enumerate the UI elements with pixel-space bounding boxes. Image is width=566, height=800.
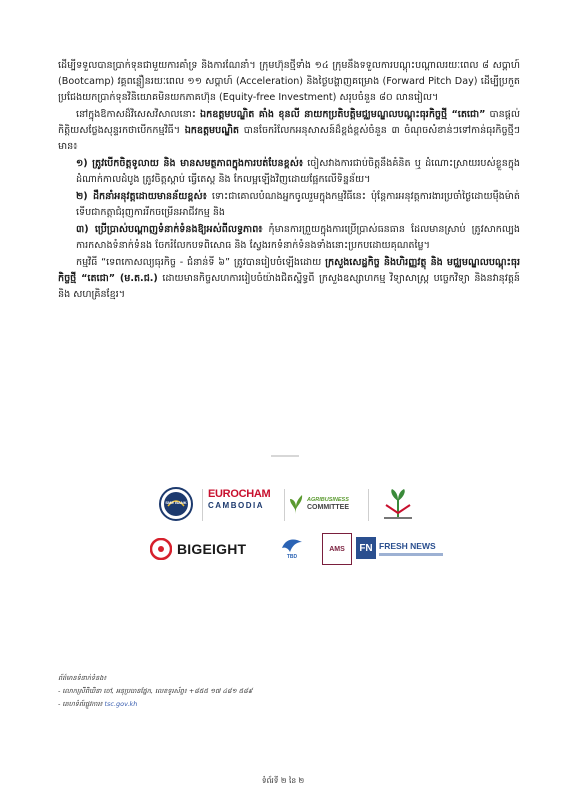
paragraph-3-intro: កម្មវិធី “ទេពកោសល្យធុរកិច្ច - ជំនាន់ទី ៦” ត្រូវបានរៀបចំឡើងដោយ (76, 257, 322, 268)
ministry-emblem-logo (376, 485, 420, 523)
section-divider (271, 455, 299, 457)
bigeight-label: BIGEIGHT (177, 541, 247, 557)
recommendation-1-lead: ១) ត្រូវបើកចិត្តទូលាយ និង មានសមត្ថភាពក្នុងការបត់បែនខ្ពស់៖ (76, 158, 304, 169)
freshnews-logo (356, 535, 450, 561)
tbd-label: TBD (286, 554, 298, 560)
committee-label: COMMITTEE (307, 504, 349, 511)
freshnews-label: FRESH NEWS (379, 540, 436, 551)
freshnews-mark-icon: FN (356, 537, 376, 559)
eurocham-cambodia-label: CAMBODIA (208, 501, 264, 510)
paragraph-2-end: បានចែករំលែកអនុសាសន៍ដ៏ខ្ពង់ខ្ពស់ចំនួន ៣ ចំណុចសំខាន់ៗទៅកាន់ធុរកិច្ចថ្មីៗមាន៖ (58, 125, 520, 152)
paragraph-3 (58, 255, 520, 303)
sme-bank-logo (158, 486, 194, 522)
recommendation-2 (58, 189, 520, 221)
recommendation-2-lead: ២) ដឹកនាំអនុវត្តដោយមានន័យខ្ពស់៖ (76, 191, 207, 202)
paragraph-2 (58, 107, 520, 155)
paragraph-2-intro: នៅក្នុងឱកាសដ៏វិសេសវិសាលនោះ (76, 109, 196, 120)
recommendation-3-lead: ៣) ប្រើប្រាស់បណ្តាញទំនាក់ទំនងឱ្យអស់ពីលទ្ធភាព៖ (76, 224, 263, 235)
speaker-title: ឯកឧត្តមបណ្ឌិត (184, 125, 240, 136)
body-text (58, 58, 520, 304)
bigeight-mark-icon (150, 538, 172, 560)
speaker-name: ឯកឧត្តមបណ្ឌិត គាំង ខុនលី នាយកប្រតិបត្តិមជ្ឈមណ្ឌលបណ្តុះធុរកិច្ចថ្មី “តេជោ” (200, 109, 486, 120)
contact-line-website (58, 698, 358, 711)
website-label: - គេហទំព័រផ្លូវការ៖ (58, 700, 103, 708)
logo-separator (202, 489, 203, 521)
recommendation-1 (58, 156, 520, 188)
ams-label: AMS (329, 545, 345, 553)
agribusiness-label: AGRIBUSINESS (307, 497, 349, 503)
wheat-emblem-icon (380, 487, 416, 521)
contact-info (58, 672, 358, 711)
contact-line-phone: - លោកស្រីពិឃិនា ចៅ, អនុប្រធានផ្នែក, លេខទូរស័ព្ទ៖ +៨៥៥ ១៧ ៤៨១ ៥៨៩ (58, 687, 253, 695)
page-number: ទំព័រទី ២ នៃ ២ (261, 776, 305, 785)
paragraph-3-end: ដោយមានកិច្ចសហការរៀបចំយ៉ាងជិតស្និទ្ធពី ក្រសួងឧស្សាហកម្ម វិទ្យាសាស្ត្រ បច្ចេកវិទ្យា និងនវានុវត្តន៍ និង សហគ្រិនខ្មែរ។ (58, 273, 520, 300)
ams-logo (322, 533, 352, 565)
partner-logos (150, 483, 450, 573)
tbd-logo (276, 531, 308, 565)
contact-heading: ព័ត៌មានទំនាក់ទំនង៖ (58, 674, 107, 682)
agribusiness-committee-logo (288, 488, 364, 520)
organizers: ក្រសួងសេដ្ឋកិច្ច និងហិរញ្ញវត្ថុ និង មជ្ឈមណ្ឌលបណ្តុះធុរកិច្ចថ្មី “តេជោ” (ម.ត.ជ.) (58, 257, 520, 284)
recommendation-3 (58, 222, 520, 254)
eurocham-logo (208, 488, 280, 520)
recommendation-1-text: ចៀសវាងការជាប់ចិត្តនឹងគំនិត ឬ ដំណោះស្រាយរបស់ខ្លួនក្នុងដំណាក់កាលដំបូង ត្រូវចិត្តស្តាប់ ធ្វើតេស្ត និង កែលម្អឡើងវិញដោយផ្អែកលើទិន្នន័យ។ (76, 158, 520, 185)
logo-separator (368, 489, 369, 521)
bird-icon (280, 536, 304, 554)
bigeight-logo (150, 535, 262, 563)
recommendation-3-text: កុំមានការព្រួយក្នុងការប្រើប្រាស់ធនធាន ដែលមានស្រាប់ ត្រូវសាកល្បងការកសាងទំនាក់ទំនង ចែករំលែកបទពិសោធ និង ស្វែងរកទំនាក់ទំនងទាំងនោះប្រកបដោយគុណតម្លៃ។ (76, 224, 520, 251)
logo-separator (284, 489, 285, 521)
freshnews-tagline-bar (379, 553, 443, 556)
website-link[interactable]: tsc.gov.kh (104, 700, 138, 708)
sme-bank-label: SME BANK (165, 500, 187, 505)
paragraph-2-middle: បានផ្តល់កិត្តិយសថ្លែងសុន្ទរកថាបើកកម្មវិធី។ (58, 109, 520, 136)
paragraph-1: ដើម្បីទទួលបានប្រាក់ទុនជាមួយការគាំទ្រ និងការណែនាំ។ ក្រុមហ៊ុនថ្មីទាំង ១៤ ក្រុមនឹងទទួលការបណ្តុះបណ្តាលរយៈពេល ៨ សប្តាហ៍ (Bootcamp) វគ្គពន្លឿនរយៈពេល ១១ សប្តាហ៍ (Acceleration) និងថ្ងៃបង្ហាញគម្រោង (Forward Pitch Day) ដើម្បីប្រកួតប្រជែងយកប្រាក់ទុនវិនិយោគមិនយកភាគហ៊ុន (Equity-free Investment) សរុបចំនួន ៨០ លានរៀល។ (58, 60, 520, 103)
recommendation-2-text: ទោះជាគោលបំណងអ្នកចូលរួមក្នុងកម្មវិធីនេះ ប៉ុន្តែការអនុវត្តការងារប្រចាំថ្ងៃដោយម៉ឺងម៉ាត់ ទើបជាកត្តាជំរុញការរីកចម្រើនអាជីវកម្ម និង (76, 191, 520, 218)
eurocham-label: EUROCHAM (208, 488, 271, 500)
leaf-icon (288, 493, 304, 515)
